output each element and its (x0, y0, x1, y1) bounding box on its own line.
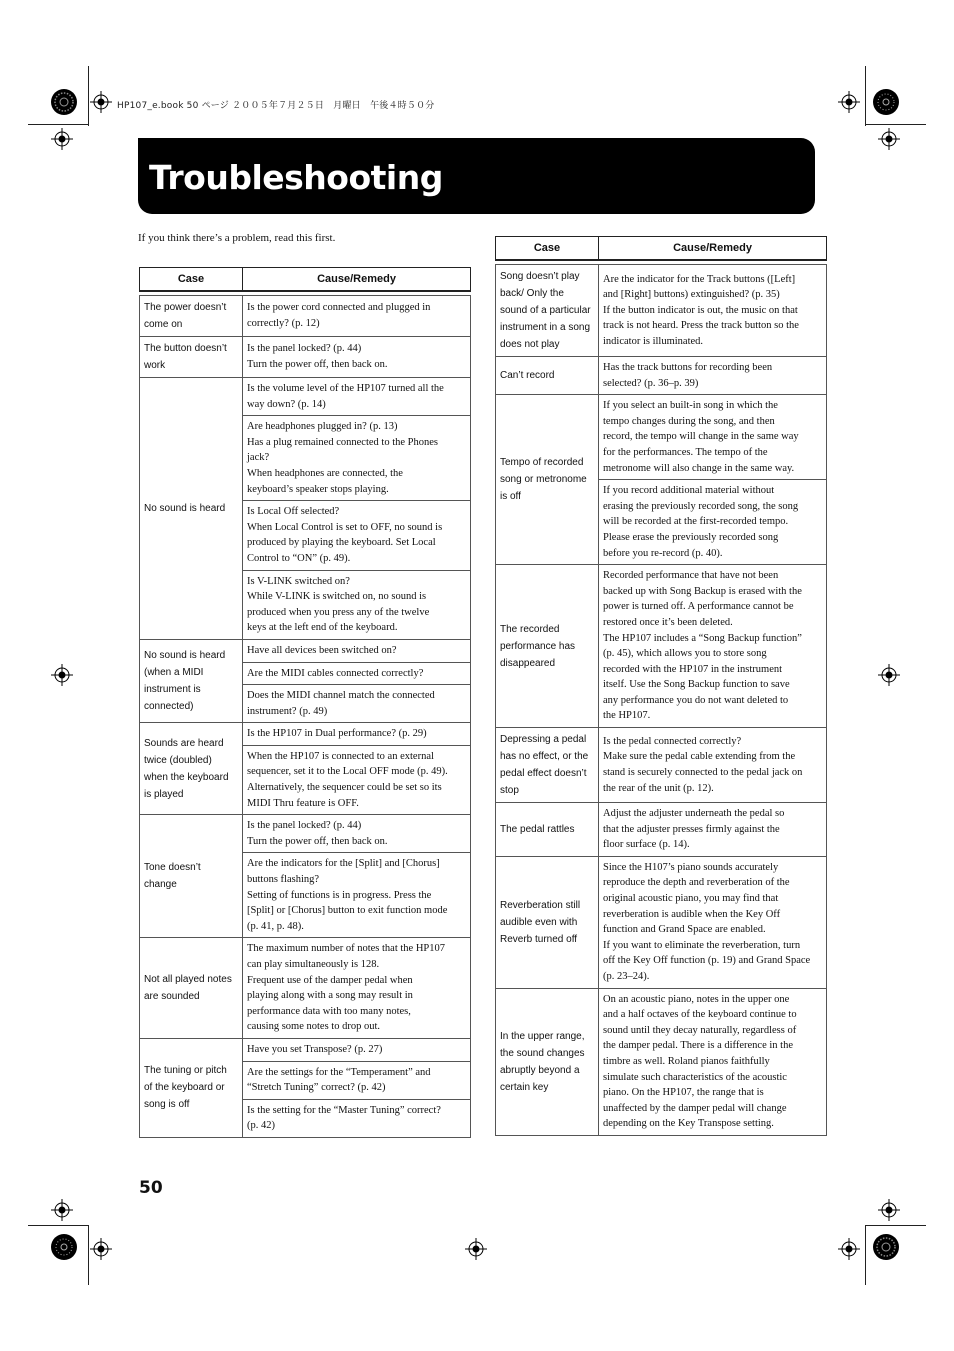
table-row (496, 395, 827, 480)
crop-line (865, 1225, 866, 1285)
remedy-text-line: Have you set Transpose? (p. 27) (247, 1043, 383, 1055)
case-cell (140, 337, 243, 378)
remedy-cell (243, 685, 471, 723)
table-row (496, 803, 827, 857)
case-text-line: audible even with (500, 916, 578, 928)
remedy-text-line: Make sure the pedal cable extending from the (603, 751, 796, 763)
case-text-line: come on (144, 319, 183, 330)
remedy-text-line: indicator is illuminated. (603, 335, 704, 347)
remedy-cell (243, 1061, 471, 1099)
case-text-line: work (144, 360, 166, 371)
dotted-target-mark (51, 1234, 77, 1260)
table-row (140, 938, 471, 1039)
remedy-text-line: and a half octaves of the keyboard continue to (603, 1009, 797, 1021)
case-text-line: Reverb turned off (500, 933, 578, 945)
case-cell (496, 856, 599, 988)
remedy-text-line: The maximum number of notes that the HP107 (247, 943, 446, 955)
case-cell (140, 938, 243, 1039)
remedy-cell (599, 565, 827, 728)
remedy-text-line: unaffected by the damper pedal will change (603, 1102, 787, 1114)
crosshair-registration-mark (90, 91, 112, 113)
remedy-text-line: If you record additional material without (603, 485, 775, 497)
case-text-line: are sounded (144, 991, 200, 1003)
left-table-body (140, 291, 471, 1137)
remedy-text-line: “Stretch Tuning” correct? (p. 42) (247, 1082, 386, 1094)
troubleshooting-table-left (139, 267, 471, 1138)
remedy-text-line: [Split] or [Chorus] button to exit function mode (247, 905, 448, 917)
page-title: Troubleshooting (149, 158, 443, 197)
case-text-line: twice (doubled) (144, 754, 212, 766)
crop-line (88, 1225, 89, 1285)
case-text-line: Sounds are heard (144, 737, 224, 749)
crop-line (866, 124, 926, 125)
case-cell (496, 565, 599, 728)
case-cell (140, 815, 243, 938)
remedy-text-line: timbre as well. Roland pianos faithfully (603, 1055, 770, 1067)
table-row (496, 357, 827, 395)
remedy-text-line: the damper pedal. There is a difference in the (603, 1040, 793, 1052)
dotted-target-mark (873, 89, 899, 115)
remedy-text-line: Has the track buttons for recording been (603, 362, 773, 373)
remedy-text-line: When Local Control is set to OFF, no sound is (247, 521, 443, 533)
case-text-line: the sound changes (500, 1047, 585, 1059)
case-text-line: instrument in a song (500, 322, 591, 333)
remedy-text-line: Control to “ON” (p. 49). (247, 552, 351, 564)
table-row (140, 639, 471, 662)
remedy-cell (243, 938, 471, 1039)
remedy-cell (243, 337, 471, 378)
table-row (496, 265, 827, 357)
remedy-text-line: Setting of functions is in progress. Press the (247, 889, 432, 901)
remedy-text-line: reproduce the depth and reverberation of the (603, 877, 790, 889)
table-row (140, 337, 471, 378)
remedy-text-line: can play simultaneously is 128. (247, 959, 380, 970)
case-cell (140, 1038, 243, 1137)
remedy-text-line: and [Right] buttons) extinguished? (p. 35) (603, 289, 780, 301)
table-row (140, 815, 471, 853)
case-text-line: does not play (500, 339, 560, 350)
crop-line (88, 66, 89, 126)
remedy-cell (599, 856, 827, 988)
case-text-line: In the upper range, (500, 1030, 585, 1042)
remedy-text-line: instrument? (p. 49) (247, 705, 328, 717)
case-text-line: Depressing a pedal (500, 734, 587, 746)
remedy-text-line: record, the tempo will change in the same way (603, 431, 799, 443)
remedy-cell (243, 296, 471, 337)
case-text-line: is played (144, 788, 184, 800)
remedy-text-line: (p. 41, p. 48). (247, 920, 304, 932)
remedy-text-line: selected? (p. 36–p. 39) (603, 377, 699, 389)
case-text-line: No sound is heard (144, 502, 226, 514)
case-text-line: stop (500, 785, 519, 797)
case-text-line: is off (500, 491, 521, 503)
remedy-text-line: When the HP107 is connected to an external (247, 750, 434, 762)
case-cell (496, 265, 599, 357)
remedy-text-line: buttons flashing? (247, 874, 320, 886)
case-cell (496, 395, 599, 565)
case-text-line: pedal effect doesn’t (500, 768, 587, 780)
remedy-text-line: Are the indicator for the Track buttons ([Left] (603, 273, 796, 285)
remedy-cell (599, 728, 827, 803)
remedy-text-line: Recorded performance that have not been (603, 570, 779, 582)
case-text-line: (when a MIDI (144, 667, 204, 679)
remedy-cell (599, 803, 827, 857)
remedy-text-line: the rear of the unit (p. 12). (603, 782, 714, 794)
remedy-text-line: Adjust the adjuster underneath the pedal so (603, 808, 785, 820)
remedy-text-line: When headphones are connected, the (247, 467, 403, 479)
case-text-line: The pedal rattles (500, 823, 575, 835)
remedy-cell (243, 723, 471, 746)
title-bar (138, 138, 815, 214)
case-text-line: instrument is (144, 684, 201, 696)
remedy-text-line: jack? (247, 452, 270, 464)
remedy-text-line: Is the panel locked? (p. 44) (247, 343, 362, 355)
table-row (496, 728, 827, 803)
remedy-text-line: Please erase the previously recorded song (603, 531, 779, 543)
case-text-line: when the keyboard (144, 771, 229, 783)
remedy-text-line: erasing the previously recorded song, the song (603, 500, 799, 512)
remedy-text-line: restored once it’s been deleted. (603, 616, 733, 628)
remedy-text-line: Does the MIDI channel match the connected (247, 690, 435, 702)
table-row (496, 856, 827, 988)
case-cell (496, 357, 599, 395)
remedy-text-line: track is not heard. Press the track button so the (603, 320, 799, 332)
remedy-text-line: floor surface (p. 14). (603, 839, 690, 851)
remedy-text-line: Has a plug remained connected to the Phones (247, 436, 438, 448)
case-text-line: certain key (500, 1081, 549, 1093)
case-text-line: Tempo of recorded (500, 457, 584, 469)
remedy-text-line: Are the settings for the “Temperament” and (247, 1066, 431, 1078)
remedy-text-line: performance data with too many notes, (247, 1005, 411, 1017)
remedy-cell (243, 662, 471, 685)
remedy-text-line: Are the MIDI cables connected correctly? (247, 667, 424, 679)
remedy-cell (243, 853, 471, 938)
case-text-line: change (144, 879, 177, 891)
remedy-text-line: will be recorded at the first-recorded tempo. (603, 516, 789, 528)
remedy-text-line: piano. On the HP107, the range that is (603, 1087, 764, 1099)
sunburst-target-mark (873, 1234, 899, 1260)
remedy-text-line: (p. 42) (247, 1120, 275, 1132)
remedy-text-line: causing some notes to drop out. (247, 1021, 380, 1033)
case-text-line: back/ Only the (500, 288, 564, 299)
case-cell (496, 988, 599, 1135)
remedy-text-line: itself. Use the Song Backup function to save (603, 679, 790, 691)
remedy-cell (599, 480, 827, 565)
remedy-cell (243, 570, 471, 639)
remedy-text-line: Turn the power off, then back on. (247, 835, 388, 847)
column-header-case: Case (140, 268, 243, 292)
remedy-text-line: Alternatively, the sequencer could be set so its (247, 782, 442, 794)
case-text-line: Song doesn’t play (500, 271, 580, 282)
remedy-text-line: Is the panel locked? (p. 44) (247, 820, 362, 832)
column-header-remedy: Cause/Remedy (243, 268, 471, 292)
case-text-line: The button doesn’t (144, 343, 227, 354)
case-text-line: Not all played notes (144, 974, 232, 986)
remedy-cell (599, 988, 827, 1135)
table-row (496, 565, 827, 728)
case-cell (140, 639, 243, 722)
case-text-line: has no effect, or the (500, 751, 589, 763)
remedy-cell (243, 416, 471, 501)
remedy-text-line: Is V-LINK switched on? (247, 575, 350, 587)
remedy-text-line: Is the volume level of the HP107 turned all the (247, 383, 444, 394)
case-cell (140, 378, 243, 640)
case-text-line: The power doesn’t (144, 302, 227, 313)
troubleshooting-table-right (495, 236, 827, 1136)
remedy-text-line: sound until they decay naturally, regardless of (603, 1024, 797, 1036)
case-text-line: sound of a particular (500, 305, 591, 316)
remedy-text-line: tempo changes during the song, and then (603, 415, 775, 427)
remedy-cell (599, 395, 827, 480)
crosshair-registration-mark (51, 1199, 73, 1221)
remedy-text-line: metronome will also change in the same way. (603, 462, 795, 474)
remedy-text-line: keyboard’s speaker stops playing. (247, 483, 389, 495)
remedy-cell (243, 1099, 471, 1137)
remedy-text-line: function and Grand Space are enabled. (603, 924, 766, 936)
case-text-line: No sound is heard (144, 650, 226, 662)
case-cell (140, 296, 243, 337)
crop-line (865, 66, 866, 126)
table-row (140, 723, 471, 746)
case-text-line: The tuning or pitch (144, 1065, 227, 1077)
remedy-cell (243, 639, 471, 662)
remedy-text-line: Turn the power off, then back on. (247, 359, 388, 370)
case-text-line: Tone doesn’t (144, 862, 201, 874)
remedy-text-line: depending on the Key Transpose setting. (603, 1118, 774, 1130)
remedy-text-line: before you re-record (p. 40). (603, 547, 723, 559)
remedy-text-line: way down? (p. 14) (247, 398, 326, 410)
crop-line (28, 124, 88, 125)
remedy-cell (243, 815, 471, 853)
case-cell (140, 723, 243, 815)
remedy-text-line: Is Local Off selected? (247, 506, 340, 518)
table-row (140, 296, 471, 337)
crosshair-registration-mark (51, 664, 73, 686)
remedy-cell (243, 745, 471, 814)
remedy-text-line: Are the indicators for the [Split] and [Chorus] (247, 858, 440, 870)
crosshair-registration-mark (878, 1199, 900, 1221)
case-text-line: song or metronome (500, 474, 587, 486)
remedy-cell (599, 357, 827, 395)
remedy-cell (243, 1038, 471, 1061)
remedy-text-line: Is the pedal connected correctly? (603, 735, 742, 747)
remedy-text-line: Is the setting for the “Master Tuning” correct? (247, 1104, 441, 1116)
case-cell (496, 803, 599, 857)
remedy-text-line: for the performances. The tempo of the (603, 446, 768, 458)
crop-line (28, 1225, 88, 1226)
table-row (140, 378, 471, 416)
remedy-text-line: Is the HP107 in Dual performance? (p. 29) (247, 728, 427, 740)
case-text-line: of the keyboard or (144, 1082, 225, 1094)
crosshair-registration-mark (838, 1238, 860, 1260)
page-number: 50 (139, 1178, 163, 1198)
remedy-text-line: While V-LINK is switched on, no sound is (247, 591, 427, 603)
right-table-body (496, 260, 827, 1135)
remedy-text-line: On an acoustic piano, notes in the upper one (603, 993, 790, 1005)
remedy-text-line: Have all devices been switched on? (247, 644, 397, 656)
crosshair-registration-mark (90, 1238, 112, 1260)
remedy-text-line: Frequent use of the damper pedal when (247, 974, 413, 986)
column-header-case: Case (496, 237, 599, 261)
sunburst-target-mark (51, 89, 77, 115)
remedy-text-line: backed up with Song Backup is erased with the (603, 585, 802, 597)
remedy-text-line: correctly? (p. 12) (247, 318, 320, 329)
remedy-text-line: playing along with a song may result in (247, 990, 413, 1002)
remedy-text-line: that the adjuster presses firmly against the (603, 823, 780, 835)
column-header-remedy: Cause/Remedy (599, 237, 827, 261)
remedy-text-line: original acoustic piano, you may find that (603, 893, 779, 905)
remedy-text-line: keys at the left end of the keyboard. (247, 622, 398, 634)
remedy-text-line: produced when you press any of the twelve (247, 606, 430, 618)
remedy-text-line: The HP107 includes a “Song Backup function” (603, 632, 802, 644)
remedy-text-line: produced by playing the keyboard. Set Local (247, 537, 436, 549)
case-text-line: The recorded (500, 623, 560, 635)
intro-text: If you think there’s a problem, read this first. (138, 232, 336, 244)
case-cell (496, 728, 599, 803)
remedy-text-line: Is the power cord connected and plugged in (247, 302, 431, 314)
remedy-cell (599, 265, 827, 357)
remedy-text-line: reverberation is audible when the Key Off (603, 908, 781, 920)
remedy-text-line: If the button indicator is out, the music on that (603, 304, 798, 316)
crosshair-registration-mark (51, 128, 73, 150)
remedy-cell (243, 378, 471, 416)
remedy-text-line: stand is securely connected to the pedal jack on (603, 767, 803, 779)
remedy-text-line: power is turned off. A performance cannot be (603, 601, 794, 613)
crosshair-registration-mark (878, 128, 900, 150)
remedy-text-line: MIDI Thru feature is OFF. (247, 797, 359, 809)
remedy-text-line: the HP107. (603, 710, 651, 722)
case-text-line: song is off (144, 1099, 190, 1111)
crosshair-registration-mark (465, 1238, 487, 1260)
crosshair-registration-mark (838, 91, 860, 113)
case-text-line: Can’t record (500, 370, 555, 382)
case-text-line: disappeared (500, 657, 556, 669)
remedy-text-line: Since the H107’s piano sounds accurately (603, 861, 779, 873)
table-row (140, 1038, 471, 1061)
remedy-text-line: Are headphones plugged in? (p. 13) (247, 421, 398, 433)
remedy-text-line: If you want to eliminate the reverberation, turn (603, 939, 801, 951)
print-header: HP107_e.book 50 ページ ２００５年７月２５日 月曜日 午後４時５０分 (117, 101, 435, 111)
remedy-text-line: (p. 45), which allows you to store song (603, 648, 767, 660)
remedy-text-line: simulate such characteristics of the acoustic (603, 1071, 787, 1083)
remedy-text-line: recorded with the HP107 in the instrument (603, 663, 783, 675)
table-row (496, 988, 827, 1135)
crosshair-registration-mark (878, 664, 900, 686)
crop-line (866, 1225, 926, 1226)
remedy-cell (243, 501, 471, 570)
remedy-text-line: off the Key Off function (p. 19) and Grand Space (603, 955, 811, 967)
case-text-line: Reverberation still (500, 899, 581, 911)
case-text-line: performance has (500, 640, 576, 652)
remedy-text-line: (p. 23–24). (603, 971, 650, 982)
case-text-line: connected) (144, 701, 194, 713)
remedy-text-line: any performance you do not want deleted to (603, 694, 789, 706)
remedy-text-line: If you select an built-in song in which the (603, 400, 778, 412)
case-text-line: abruptly beyond a (500, 1064, 580, 1076)
remedy-text-line: sequencer, set it to the Local OFF mode (p. 49). (247, 766, 448, 778)
